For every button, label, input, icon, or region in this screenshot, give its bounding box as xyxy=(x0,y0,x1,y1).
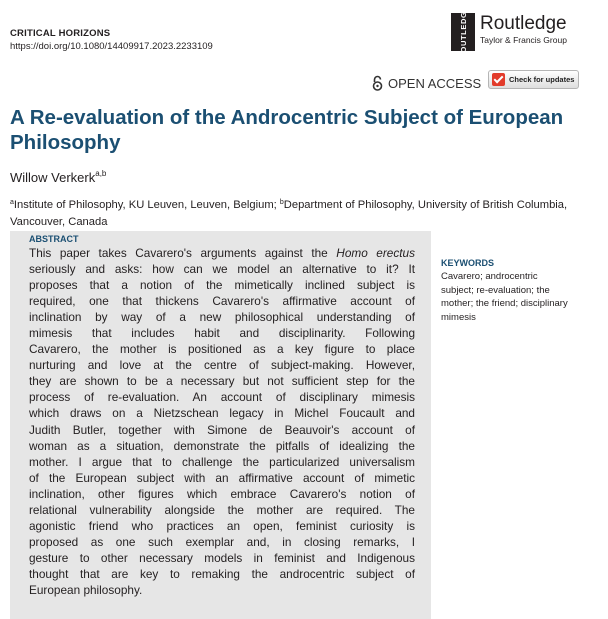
abstract-line: inclination, other figures which embrace Cavarero's notion of xyxy=(29,486,415,501)
abstract-line: woman as a situation, demonstrate the pitfalls of idealizing the xyxy=(29,438,415,453)
keywords-heading: KEYWORDS xyxy=(441,258,495,268)
affiliation-a-mark: a xyxy=(10,199,14,206)
affiliations xyxy=(10,194,595,231)
publisher-name: Routledge xyxy=(480,13,567,34)
article-title: A Re-evaluation of the Androcentric Subject of European Philosophy xyxy=(10,106,564,154)
open-access-badge xyxy=(371,75,481,91)
abstract-line: mimesis that includes habit and disciplinarity. Following xyxy=(29,326,415,341)
check-updates-icon xyxy=(492,73,505,86)
abstract-line: seriously and asks: how can we model an alternative to it? It xyxy=(29,262,415,277)
abstract-line: Cavarero, the mother is positioned as a key figure to place xyxy=(29,342,415,357)
abstract-line: they are shown to be a necessary but not sufficient step for the xyxy=(29,374,415,389)
abstract-body xyxy=(29,245,415,598)
abstract-line: nurturing and love at the centre of subject-making. However, xyxy=(29,358,415,373)
abstract-line: gesture to other necessary models in feminist and Indigenous xyxy=(29,550,415,565)
affiliation-b-mark: b xyxy=(279,199,284,206)
abstract-line: European philosophy. xyxy=(29,582,143,597)
publisher-group: Taylor & Francis Group xyxy=(480,35,567,45)
affiliation-a: Institute of Philosophy, KU Leuven, Leuven, Belgium; xyxy=(13,199,280,211)
author-line xyxy=(10,169,106,185)
keywords-list: Cavarero; androcentric subject; re-evaluation; the mother; the friend; disciplinary mimesis xyxy=(441,271,568,323)
publisher-logo xyxy=(451,5,567,59)
affiliation-b: Department of Philosophy, University of British Columbia, Vancouver, Canada xyxy=(10,199,568,228)
journal-name: CRITICAL HORIZONS xyxy=(10,28,111,39)
abstract-line: which draws on a Nietzschean legacy in Michel Foucault and xyxy=(29,406,415,421)
abstract-line: mother. I argue that to challenge the particularized universalism xyxy=(29,454,415,469)
abstract-line: relational vulnerability alongside the mother are required. The xyxy=(29,502,415,517)
check-for-updates-button[interactable] xyxy=(488,70,579,89)
abstract-line: Judith Butler, together with Simone de Beauvoir's account of xyxy=(29,422,415,437)
routledge-mark-icon xyxy=(451,5,475,59)
abstract-line: inclination by way of a new philosophical understanding of xyxy=(29,310,415,325)
abstract-line: agonistic friend who practices an open, feminist curiosity is xyxy=(29,518,415,533)
open-access-label: OPEN ACCESS xyxy=(388,75,482,91)
abstract-line: required, one that thickens Cavarero's affirmative account of xyxy=(29,294,415,309)
publisher-mark-text: ROUTLEDGE xyxy=(458,5,468,59)
abstract-line-1-text: This paper takes Cavarero's arguments against the xyxy=(29,246,337,260)
abstract-line: proposed as one such exemplar and, in closing remarks, I xyxy=(29,534,415,549)
author-affiliation-marks: a,b xyxy=(95,169,107,178)
abstract-line-1 xyxy=(29,245,415,261)
open-lock-icon xyxy=(371,75,384,91)
abstract-line: proposes that a notion of the mimetically inclined subject is xyxy=(29,278,415,293)
check-updates-label: Check for updates xyxy=(509,75,575,84)
doi-link[interactable]: https://doi.org/10.1080/14409917.2023.2233109 xyxy=(10,41,213,52)
abstract-line-1-italic: Homo erectus xyxy=(336,246,415,260)
author-name[interactable]: Willow Verkerk xyxy=(10,170,96,185)
abstract-panel xyxy=(10,231,431,619)
abstract-line: thought that are key to remaking the androcentric subject of xyxy=(29,566,415,581)
abstract-heading: ABSTRACT xyxy=(29,234,79,244)
abstract-line: process of re-evaluation. An account of disciplinary mimesis xyxy=(29,390,415,405)
abstract-line: of the European subject with an affirmative account of mimetic xyxy=(29,470,415,485)
